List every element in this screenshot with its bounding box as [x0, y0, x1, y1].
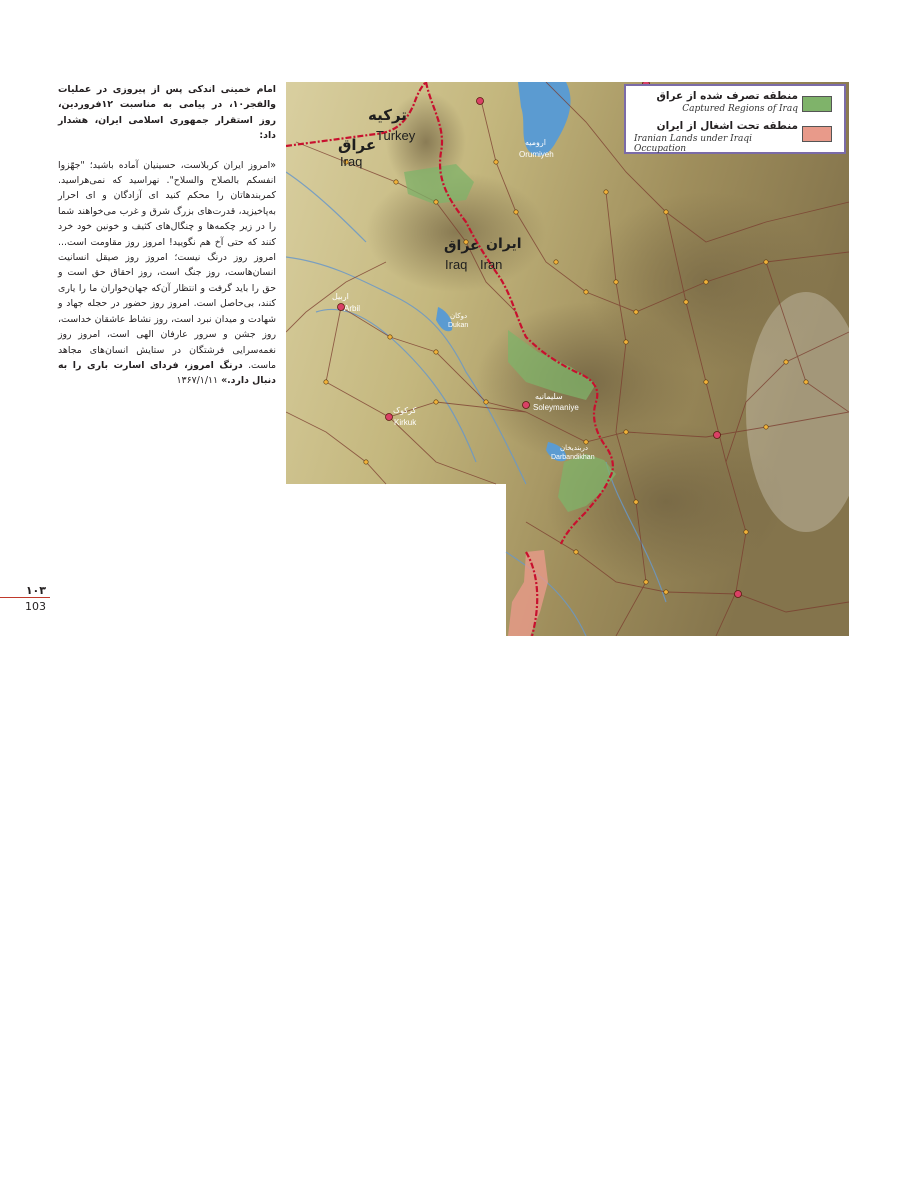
- label-arbil-fa: اربیل: [332, 292, 349, 301]
- legend-occupied-fa: منطقه تحت اشغال از ایران: [656, 120, 798, 132]
- label-darbandikhan-fa: دربندیخان: [560, 444, 588, 452]
- label-dukan-en: Dukan: [448, 322, 469, 329]
- label-soleymaniye-fa: سلیمانیه: [535, 392, 563, 401]
- page-number-en: 103: [25, 600, 46, 613]
- legend-row-occupied: [634, 120, 836, 154]
- label-arbil-en: Arbil: [344, 304, 361, 313]
- label-turkey-fa: ترکیه: [368, 106, 407, 124]
- label-dukan-fa: دوکان: [450, 312, 468, 320]
- legend-occupied-en: Iranian Lands under Iraqi Occupation: [634, 134, 753, 154]
- legend-captured-fa: منطقه تصرف شده از عراق: [656, 90, 798, 102]
- khomeini-quote: [58, 158, 276, 389]
- label-iran-en: Iran: [480, 257, 503, 272]
- quote-bold-ending: درنگ امروز، فردای اسارت باری را به دنبال دارد.»: [58, 359, 276, 387]
- label-darbandikhan-en: Darbandikhan: [551, 454, 595, 461]
- label-iraq-en: Iraq: [445, 257, 468, 272]
- page-number-fa: ۱۰۳: [25, 584, 46, 597]
- label-soleymaniye-en: Soleymaniye: [533, 403, 579, 412]
- article-text-column: [58, 82, 276, 389]
- legend-swatch-captured: [802, 96, 832, 112]
- label-iraq-fa: عراق: [444, 238, 480, 254]
- terrain-map: [286, 82, 849, 636]
- label-orumiyeh-fa: ارومیه: [525, 138, 546, 147]
- page-number-rule: [0, 597, 50, 598]
- intro-paragraph: امام خمینی اندکی پس از پیروزی در عملیات والفجر۱۰، در پیامی به مناسبت ۱۲فروردین، روز استقرار جمهوری اسلامی ایران، هشدار داد:: [58, 84, 276, 142]
- legend-captured-en: Captured Regions of Iraq: [682, 104, 798, 114]
- page-number: [0, 584, 50, 613]
- legend-swatch-occupied: [802, 126, 832, 142]
- quote-date: ۱۳۶۷/۱/۱۱: [176, 375, 219, 387]
- label-iraq-top-fa: عراق: [338, 136, 377, 154]
- label-iran-fa: ایران: [486, 236, 522, 252]
- label-iraq-top-en: Iraq: [340, 154, 363, 169]
- label-orumiyeh-en: Orumiyeh: [519, 150, 554, 159]
- quote-body: «امروز ایران کربلاست، حسینیان آماده باشید؛ "جهّزوا انفسکم بالصلاح والسلاح". نهراسید که نمی‌هراسید. کمربندهاتان را محکم کنید ای آزادگان و ای احرار به‌پاخیزید، قدرت‌های بزرگ شرق و غرب می‌خواهند شما را در زیر چکمه‌ها و چنگال‌های کثیف و خونین خود خرد کنند که حتی آخ هم نگویید! امروز روز مقاومت است... امروز روز درنگ نیست؛ امروز روز صیقل انسانیت انسان‌هاست، روز جنگ است، روز احقاق حق است و حق را باید گرفت و انتظار آن‌که جهان‌خواران ما را یاری کنند، بی‌حاصل است. امروز روز حضور در حجله جهاد و شهادت و میدان نبرد است، روز نشاط عاشقان خداست، روز جشن و سرور عارفان الهی است، امروز روز نغمه‌سرایی فرشتگان در ستایش انسان‌های مجاهد ماست.: [58, 159, 276, 371]
- label-kirkuk-en: Kirkuk: [394, 418, 417, 427]
- map-legend: [624, 84, 846, 154]
- legend-row-captured: [634, 90, 836, 120]
- label-turkey-en: Turkey: [376, 128, 416, 143]
- label-kirkuk-fa: کرکوک: [393, 406, 417, 415]
